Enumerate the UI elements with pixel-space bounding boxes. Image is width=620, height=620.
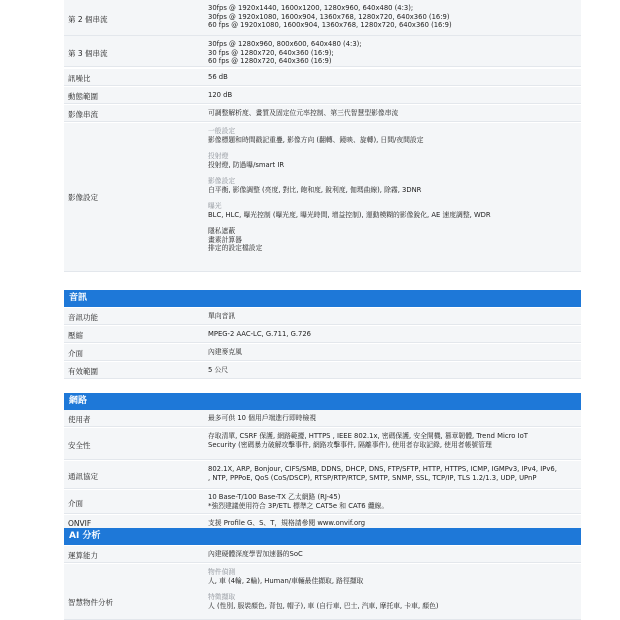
spec-value	[208, 568, 575, 610]
spec-line: 30fps @ 1280x960, 800x600, 640x480 (4:3);	[208, 40, 362, 48]
spec-line: , NTP, PPPoE, QoS (CoS/DSCP), RTSP/RTP/RTCP, SMTP, SNMP, SSL, TCP/IP, TLS 1.2/1.3, UDP, UPnP	[208, 473, 537, 482]
spec-label: 第 3 個串流	[68, 49, 108, 58]
spec-line: 影像標題和時間戳記重疊, 影像方向 (翻轉、鏡映、旋轉), 日間/夜間設定	[208, 135, 424, 144]
spec-label: 運算能力	[68, 551, 98, 560]
spec-label: 訊噪比	[68, 74, 91, 83]
spec-value	[208, 493, 575, 510]
spec-label: 智慧物件分析	[68, 598, 113, 607]
sub-heading: 特徵擷取	[208, 593, 236, 601]
spec-row	[64, 362, 581, 379]
sub-heading: 曝光	[208, 202, 222, 210]
spec-line: 60 fps @ 1920x1080, 1600x904, 1360x768, 1280x720, 640x360 (16:9)	[208, 21, 452, 29]
spec-label: 影像設定	[68, 193, 98, 202]
sub-heading: 影像設定	[208, 177, 236, 185]
spec-line: BLC, HLC, 曝光控制 (曝光度, 曝光時間, 增益控制), 運動模糊的影像銳化, AE 速度調整, WDR	[208, 210, 491, 219]
sub-heading: 一般設定	[208, 127, 236, 135]
spec-row	[64, 326, 581, 343]
spec-line: 30 fps @ 1280x720, 640x360 (16:9);	[208, 48, 334, 57]
spec-value: 內建硬體深度學習加速器的SoC	[208, 550, 303, 558]
spec-label: 使用者	[68, 415, 91, 424]
spec-label: 音訊功能	[68, 313, 98, 322]
spec-value	[208, 465, 575, 482]
spec-line: 30fps @ 1920x1080, 1600x904, 1360x768, 1280x720, 640x360 (16:9)	[208, 12, 450, 21]
spec-line: 支援 Profile G、S、T，規格請參閱 www.onvif.org	[208, 519, 366, 527]
spec-value: 56 dB	[208, 73, 228, 81]
spec-row-stream3	[64, 36, 581, 67]
spec-value	[208, 414, 575, 423]
spec-line: 存取清單, CSRF 保護, 網路範擾, HTTPS , IEEE 802.1x, 密碼保護, 安全開機, 篡章韌體, Trend Micro IoT	[208, 432, 528, 440]
spec-label: 第 2 個串流	[68, 15, 108, 24]
spec-line: 投射燈, 防過曝/smart IR	[208, 160, 285, 169]
spec-row	[64, 410, 581, 427]
spec-row-smart-object	[64, 564, 581, 620]
spec-row	[64, 461, 581, 489]
spec-row-stream2	[64, 0, 581, 36]
spec-value	[208, 519, 575, 528]
spec-value: 120 dB	[208, 91, 233, 99]
spec-label: 有效範圍	[68, 367, 98, 376]
spec-label: 介面	[68, 499, 83, 508]
spec-value: MPEG-2 AAC-LC, G.711, G.726	[208, 330, 312, 338]
spec-row-snr	[64, 69, 581, 86]
spec-row-compute	[64, 546, 581, 563]
spec-label: 安全性	[68, 441, 91, 450]
spec-line: 隱私遮蔽	[208, 227, 236, 235]
spec-row	[64, 490, 581, 514]
spec-line: 排定的設定檔設定	[208, 244, 263, 252]
sub-heading: 物件偵測	[208, 568, 236, 576]
spec-value	[208, 127, 575, 253]
spec-line: 畫素計算器	[208, 235, 242, 244]
spec-line: *強烈建議使用符合 3P/ETL 標準之 CAT5e 和 CAT6 纜線。	[208, 501, 389, 510]
spec-label: 通訊協定	[68, 472, 98, 481]
spec-value: 內建麥克風	[208, 348, 242, 356]
spec-line: 白平衡, 影像調整 (亮度, 對比, 飽和度, 銳利度, 伽瑪曲線), 除霧, 3DNR	[208, 185, 422, 194]
section-header-network: 網路	[64, 393, 581, 410]
spec-row-image-settings	[64, 123, 581, 272]
spec-label: 動態範圍	[68, 92, 98, 101]
sub-heading: 投射燈	[208, 152, 229, 160]
spec-line: 人 (性別, 服裝顏色, 背包, 帽子), 車 (自行車, 巴士, 汽車, 摩托車, 卡車, 顏色)	[208, 601, 439, 610]
spec-value	[208, 4, 575, 30]
spec-label: 介面	[68, 349, 83, 358]
spec-line: 60 fps @ 1280x720, 640x360 (16:9)	[208, 57, 332, 65]
spec-value	[208, 40, 575, 66]
spec-line: Security (密碼暴力破解攻擊事件, 網路攻擊事件, 隔離事件), 使用者存取記錄, 使用者帳號管理	[208, 440, 492, 449]
spec-line: 10 Base-T/100 Base-TX 乙太網路 (RJ-45)	[208, 493, 341, 501]
spec-line: 人, 車 (4輪, 2輪), Human/車輛最佳擷取, 路徑擷取	[208, 576, 364, 585]
spec-line: 最多可供 10 個用戶端進行即時檢視	[208, 414, 317, 422]
section-header-audio: 音訊	[64, 290, 581, 307]
spec-value: 5 公尺	[208, 366, 229, 374]
spec-value: 單向音訊	[208, 312, 236, 320]
spec-line: 30fps @ 1920x1440, 1600x1200, 1280x960, 640x480 (4:3);	[208, 4, 414, 12]
spec-value	[208, 432, 575, 449]
spec-row	[64, 308, 581, 325]
spec-line: 802.1X, ARP, Bonjour, CIFS/SMB, DDNS, DHCP, DNS, FTP/SFTP, HTTP, HTTPS, ICMP, IGMPv3, IPv4, IPv6,	[208, 465, 557, 473]
section-header-ai: AI 分析	[64, 528, 581, 545]
spec-label: 影像串流	[68, 110, 98, 119]
spec-row	[64, 428, 581, 460]
spec-label: 壓縮	[68, 331, 83, 340]
spec-row-streaming	[64, 105, 581, 122]
spec-row	[64, 344, 581, 361]
spec-row-wdr	[64, 87, 581, 104]
spec-value: 可調整解析度、畫質及固定位元率控制、第三代智慧型影像串流	[208, 109, 399, 117]
spec-label: ONVIF	[68, 519, 92, 528]
